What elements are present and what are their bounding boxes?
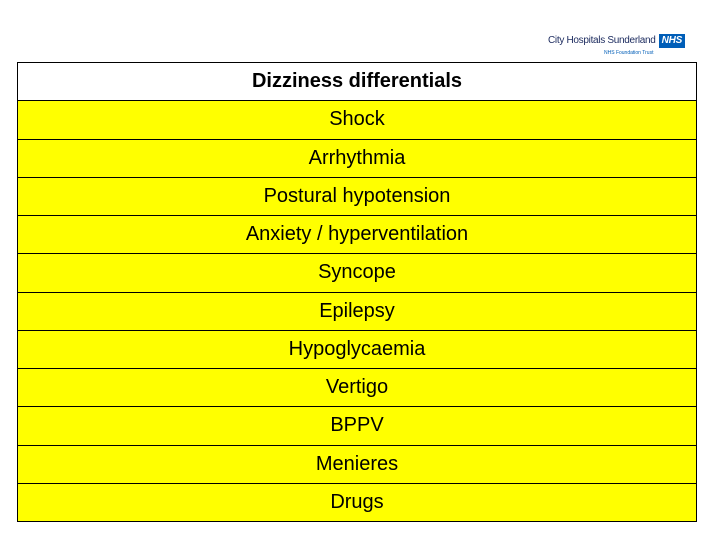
table-row-anxiety-hyperventilation: Anxiety / hyperventilation: [18, 215, 696, 253]
table-row-drugs: Drugs: [18, 483, 696, 521]
trust-logo: [548, 30, 698, 60]
table-header: Dizziness differentials: [18, 63, 696, 100]
logo-top-line: [548, 34, 685, 48]
differentials-table: [17, 62, 697, 522]
table-row-shock: Shock: [18, 100, 696, 138]
table-row-arrhythmia: Arrhythmia: [18, 139, 696, 177]
table-row-postural-hypotension: Postural hypotension: [18, 177, 696, 215]
table-row-hypoglycaemia: Hypoglycaemia: [18, 330, 696, 368]
logo-subtitle: NHS Foundation Trust: [604, 50, 654, 56]
table-row-menieres: Menieres: [18, 445, 696, 483]
table-row-epilepsy: Epilepsy: [18, 292, 696, 330]
table-row-vertigo: Vertigo: [18, 368, 696, 406]
table-row-bppv: BPPV: [18, 406, 696, 444]
nhs-badge: NHS: [659, 34, 686, 48]
logo-trust-name: City Hospitals Sunderland: [548, 35, 656, 46]
table-row-syncope: Syncope: [18, 253, 696, 291]
